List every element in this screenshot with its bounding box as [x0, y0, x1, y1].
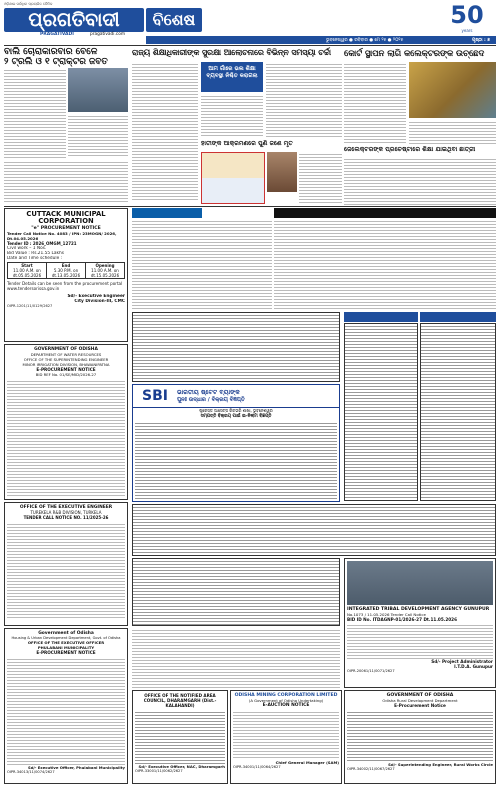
section-banner — [146, 8, 202, 32]
cuttack-schedule — [7, 262, 125, 279]
masthead-rule — [4, 45, 496, 46]
sbi-auction: ସମ୍ପତ୍ତି ବିକ୍ରୟ ପାଇଁ ଇ-ନିଲାମ ବିଜ୍ଞପ୍ତି — [200, 414, 272, 419]
gunupur-ref: OIPR-20061/11/0071/2627 — [347, 669, 395, 673]
notice-header — [274, 208, 496, 218]
urban-footer: Sd/- Executive Officer, Phulabani Municipality — [27, 765, 125, 770]
center-table-ad — [132, 312, 340, 382]
price-infographic — [201, 152, 265, 204]
gunupur-ad — [344, 558, 496, 688]
water-title: GOVERNMENT OF ODISHA — [34, 347, 98, 352]
schedule-col-start — [8, 263, 47, 278]
omc-ref: OIPR-34001/11/0064/2627 — [233, 765, 281, 769]
turekela-ad — [4, 502, 128, 626]
schedule-opening-time: 11.00 A.M. on — [91, 268, 119, 273]
masthead-tagline: ଓଡ଼ିଶାର ସର୍ବାଧିକ ପ୍ରଚାରିତ ଦୈନିକ — [4, 2, 53, 6]
rail-table-left — [344, 323, 418, 501]
schedule-start-date: dt.05.05.2026 — [12, 273, 42, 278]
center-notice-text — [132, 628, 340, 688]
vehicle-auction-body — [133, 559, 339, 625]
cuttack-subtitle: "e" PROCUREMENT NOTICE — [31, 226, 101, 231]
urban-line2: OFFICE OF THE EXECUTIVE OFFICER — [27, 640, 105, 645]
logo — [4, 8, 144, 32]
highlight-box — [201, 62, 263, 92]
right-story2-text — [344, 157, 496, 205]
section-rule — [4, 206, 496, 207]
center-headline: ରାଜ୍ୟ ଶିକ୍ଷାଧିକାରୀଙ୍କ ସୁରକ୍ଷା ଆଲୋଚନାରେ ବିଭିନ୍ନ ସମସ୍ୟା ଚର୍ଚ୍ଚା — [132, 48, 331, 57]
govt-rural-notice: E-Procurement Notice — [394, 703, 446, 708]
water-resources-ad — [4, 344, 128, 500]
omc-sub: (A Government of Odisha Undertaking) — [248, 698, 324, 703]
govt-rural-ad — [344, 690, 496, 784]
cuttack-bid-value: Bid Value : Rs.21.55 Lakhs — [7, 251, 64, 256]
omc-title: ODISHA MINING CORPORATION LIMITED — [234, 693, 338, 698]
sbi-table — [135, 421, 337, 501]
urban-line3: PHULABANI MUNICIPALITY — [37, 645, 95, 650]
schedule-head-start: Start — [21, 263, 33, 268]
right-story2-headline: ଜେଲେକ୍ଟରଙ୍କ ପ୍ରଚେଷ୍ଟାରେ ଶିକ୍ଷା ଯାଇଥିବା ଛାତ୍ରୀ — [344, 146, 476, 153]
water-line1: DEPARTMENT OF WATER RESOURCES — [30, 352, 102, 357]
urban-title: Government of Odisha — [38, 631, 94, 636]
gunupur-photo — [347, 561, 493, 605]
left-headline-sub: ୨ ଟ୍ରଲି ଓ ୧ ଟ୍ରାକ୍ଟର ଜବତ — [4, 57, 108, 67]
wide-tender-body — [133, 505, 495, 555]
gunupur-bid: BID ID No. ITDAGNP-01/2026-27 Dt.11.05.2026 — [347, 617, 458, 622]
gunupur-title: INTEGRATED TRIBAL DEVELOPMENT AGENCY GUNUPUR — [347, 607, 490, 612]
logo-text: ପ୍ରଗତିବାଦୀ — [28, 9, 120, 31]
left-story-text — [4, 68, 66, 158]
omc-sign: Chief General Manager (SAM) — [275, 760, 339, 765]
website: pragativadi.com — [90, 32, 126, 37]
urban-notice: E-PROCUREMENT NOTICE — [36, 650, 96, 655]
omc-body — [233, 710, 339, 760]
section-title: ବିଶେଷ — [152, 10, 196, 29]
govt-rural-sign: Sd/- Superintending Engineer, Rural Works Circle — [388, 762, 493, 767]
urban-ad — [4, 628, 128, 784]
mid-story-headline: ହାତୀଙ୍କ ଆକ୍ରମଣରେ ପୁଣି ଜଣେ ମୃତ — [201, 140, 293, 147]
anniversary-badge — [438, 2, 496, 34]
schedule-end-time: 5.30 P.M. on — [53, 268, 79, 273]
schedule-head-end: End — [61, 263, 71, 268]
center-story-col3 — [266, 62, 342, 138]
logo-roman: PRAGATIVADI — [40, 32, 74, 37]
urban-line1: Housing & Urban Development Department, Govt. of Odisha — [11, 636, 121, 640]
rail-table-right-header — [420, 312, 496, 322]
canara-bank-notice — [132, 219, 272, 311]
omc-ad — [230, 690, 342, 784]
cuttack-sign1: Sd/- Executive Engineer — [67, 294, 125, 299]
govt-rural-ref: OIPR-34002/11/0067/2627 — [347, 767, 395, 771]
victim-photo — [267, 152, 297, 192]
cuttack-details: Tender Details can be seen from the procurement portal www.tendersorissa.gov.in — [7, 281, 123, 291]
infographic-top — [202, 153, 264, 178]
govt-rural-sub: Odisha Rural Development Department — [382, 698, 458, 703]
turekela-title: OFFICE OF THE EXECUTIVE ENGINEER — [19, 505, 113, 510]
dateline-bar — [146, 36, 496, 44]
schedule-head-opening: Opening — [95, 263, 115, 268]
left-story-text-2 — [68, 114, 128, 158]
jcb-photo — [409, 62, 496, 118]
anniversary-number: 50 — [450, 1, 484, 29]
left-headline — [4, 47, 128, 67]
water-bid-no: BID REF No. 01/SE/MID/2026-27 — [35, 372, 97, 377]
gunupur-sign: Sd/- Project Administrator — [431, 659, 493, 664]
right-story-text — [344, 62, 406, 144]
gunupur-sign2: I.T.D.A. Gunupur — [454, 664, 493, 669]
turekela-sub: TUREKELA R&B DIVISION, TURKELA — [30, 510, 102, 515]
center-story-col1 — [132, 62, 198, 200]
schedule-col-opening — [86, 263, 124, 278]
schedule-col-end — [47, 263, 86, 278]
cuttack-sign2: City Division-III, CMC — [74, 299, 125, 304]
urban-body — [7, 657, 125, 765]
anniversary-sub: years — [461, 28, 473, 33]
gunupur-body — [347, 623, 493, 659]
canara-bank-header — [132, 208, 202, 218]
vehicle-auction-table — [132, 558, 340, 626]
sbi-logo: SBI — [142, 388, 168, 404]
notice-body — [274, 219, 496, 311]
notified-body — [135, 710, 225, 764]
notified-sign: Sd/- Executive Officer, NAC, Dharamgarh — [138, 764, 225, 769]
notified-ref: OIPR-33001/11/0062/2627 — [135, 769, 183, 773]
cuttack-date-time: Date and Time schedule : — [7, 256, 63, 261]
sbi-header — [133, 385, 339, 408]
sbi-title2: ପୁନଃ ଉଦ୍ଧାର / ବିକ୍ରୟ ବିଜ୍ଞପ୍ତି — [177, 396, 245, 403]
cuttack-tender-id: Tender ID : 2026_OMGM_12721 — [7, 241, 77, 246]
center-table-body — [133, 313, 339, 381]
sbi-ad — [132, 384, 340, 502]
left-headline-top: ବାଲି ଚୋରାକାରବାର ବେଳେ — [4, 47, 98, 57]
water-line2: OFFICE OF THE SUPERINTENDING ENGINEER — [23, 357, 109, 362]
sbi-titles — [177, 389, 339, 404]
cuttack-title: CUTTACK MUNICIPAL CORPORATION — [26, 210, 106, 225]
highlight-box-title: ଆମ ଗାଁରେ ଭଲ ଶିକ୍ଷା ବ୍ୟବସ୍ଥା ନିଶ୍ଚିତ କରାଗଲା — [206, 66, 258, 79]
omc-notice: E-AUCTION NOTICE — [262, 703, 310, 708]
schedule-opening-date: dt.15.05.2026 — [90, 273, 120, 278]
left-story-text-3 — [4, 160, 128, 204]
rail-table-left-header — [344, 312, 418, 322]
dateline: ଭୁବନେଶ୍ୱର ● ରବିବାର ● ମେ ୨୫ ● ୨୦୨୫ — [326, 38, 404, 43]
infographic-bottom — [202, 178, 264, 203]
wide-tender-table — [132, 504, 496, 556]
schedule-end-date: dt.13.05.2026 — [51, 273, 81, 278]
water-table — [7, 379, 125, 497]
govt-rural-title: GOVERNMENT OF ODISHA — [386, 693, 454, 698]
page-number: ପୃଷ୍ଠା : ୭ — [472, 38, 490, 43]
urban-ref: OIPR-34013/11/0074/2627 — [7, 770, 55, 774]
turekela-body — [7, 522, 125, 618]
rail-table-right — [420, 323, 496, 501]
water-notice: E-PROCUREMENT NOTICE — [36, 367, 96, 372]
right-headline: କୋର୍ଟ ସ୍ଥାପନ ଲାଗି କଲେକ୍ଟରଙ୍କ ଉଚ୍ଛେଦ — [344, 48, 485, 58]
notified-title: OFFICE OF THE NOTIFIED AREA COUNCIL, DHARAMGARH (Dist.-KALAHANDI) — [143, 693, 217, 708]
turekela-notice: TENDER CALL NOTICE NO. 11/2025-26 — [23, 515, 109, 520]
truck-photo — [68, 68, 128, 112]
cuttack-tender-call: Tender Call Notice No. 4083 / IPN: 23MOGN/ 2026, Dt.04.05.2026 — [7, 231, 117, 241]
right-story-text-2 — [409, 120, 496, 144]
mid-story-text — [299, 152, 342, 204]
govt-rural-body — [347, 710, 493, 762]
sbi-sub: ଷ୍ଟ୍ରେସ୍ଡ ଆସେଟ୍ସ ରିକଭରି ଶାଖା, ଭୁବନେଶ୍ୱର — [199, 408, 273, 413]
sbi-title: ଭାରତୀୟ ଷ୍ଟେଟ ବ୍ୟାଙ୍କ — [177, 388, 240, 396]
gunupur-notice: No.1073 / 11.05.2026 Tender Call Notice — [347, 612, 426, 617]
center-story-col2 — [201, 94, 263, 138]
water-line3: MINOR IRRIGATION DIVISION, BHAWANIPATNA — [22, 362, 110, 367]
schedule-start-time: 11.00 A.M. on — [13, 268, 41, 273]
cuttack-ref: OIPR-1201/11/0129/2627 — [7, 304, 53, 308]
cuttack-ad — [4, 208, 128, 342]
notified-area-ad — [132, 690, 228, 784]
cuttack-civil: Civil work – 1 Nos. — [7, 246, 47, 251]
